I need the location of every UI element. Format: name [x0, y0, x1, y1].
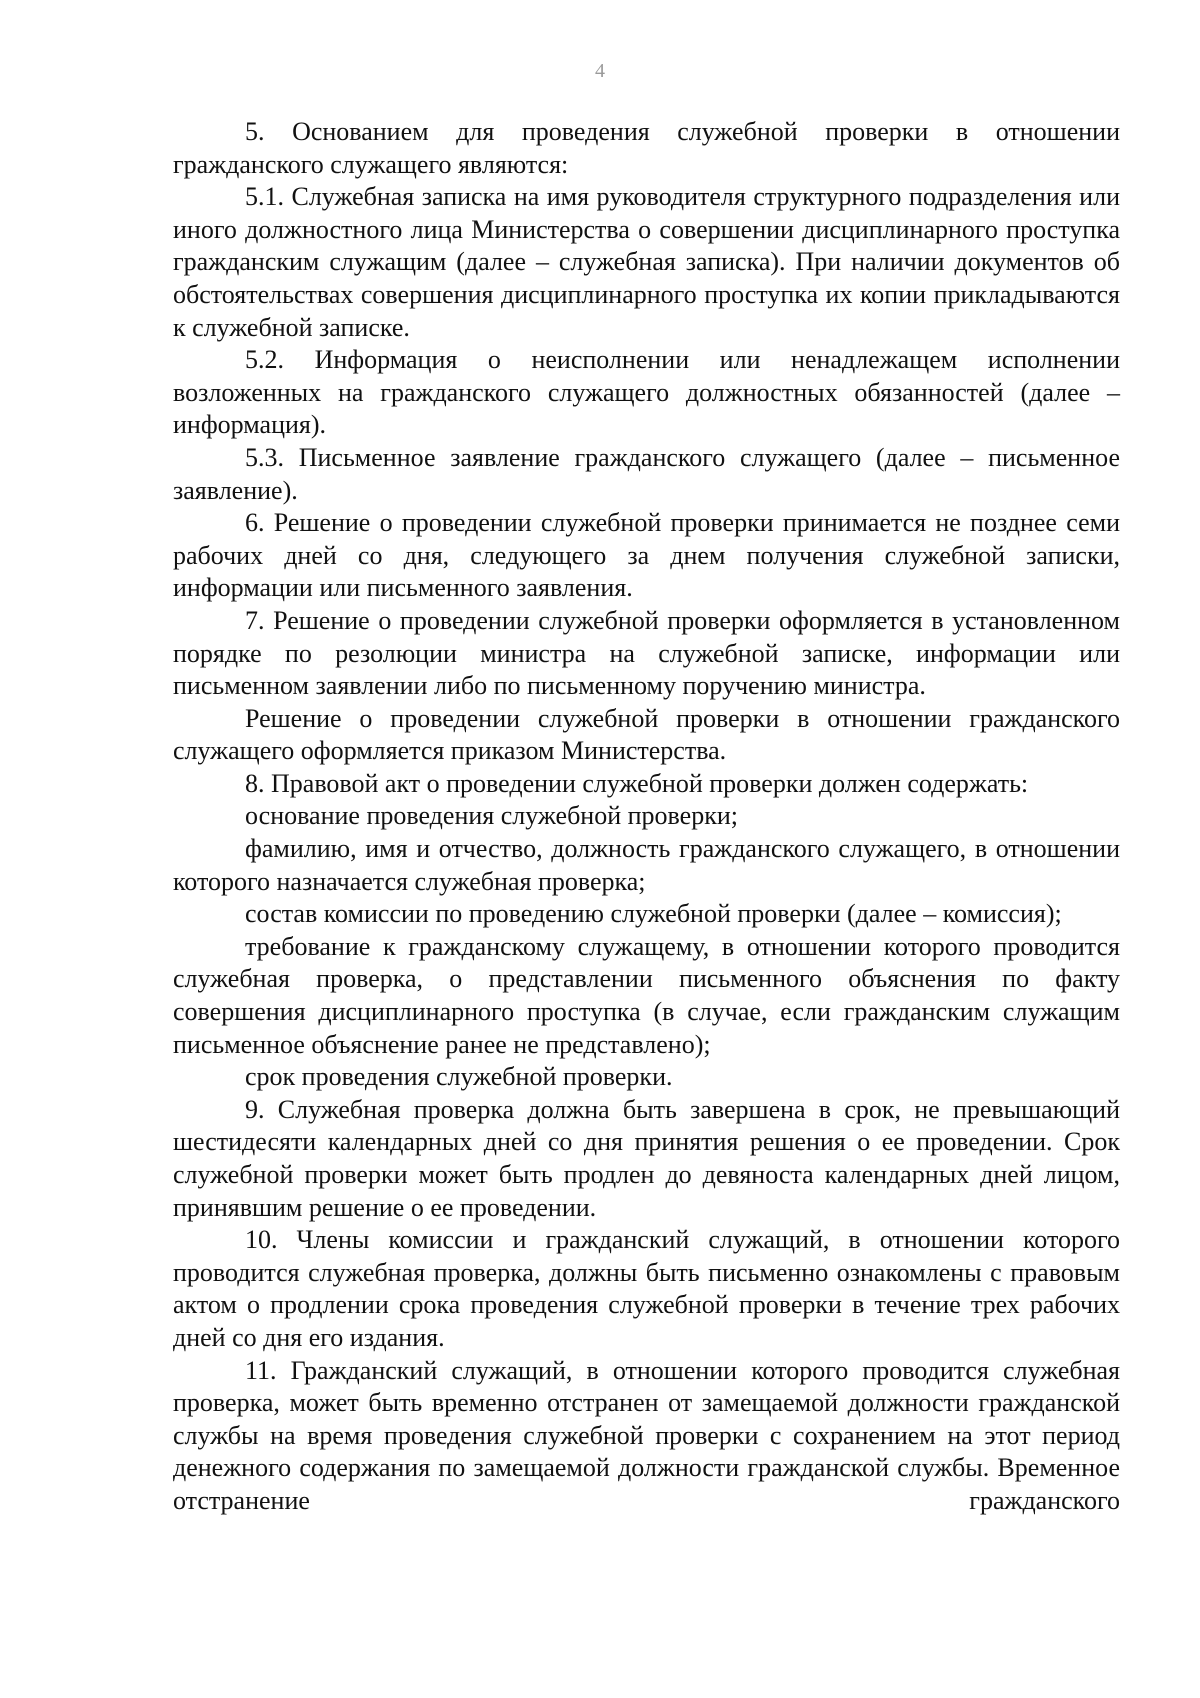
- paragraph-5-3: 5.3. Письменное заявление гражданского служащего (далее – письменное заявление).: [173, 442, 1120, 505]
- paragraph-8-commission: состав комиссии по проведению служебной проверки (далее – комиссия);: [245, 899, 1062, 929]
- paragraph-9: 9. Служебная проверка должна быть завершена в срок, не превышающий шестидесяти календарных дней со дня принятия решения о ее проведении. Срок служебной проверки может быть продлен до девяноста календарных дней лицом, принявшим решение о ее проведении.: [173, 1094, 1120, 1222]
- paragraph-8: 8. Правовой акт о проведении служебной проверки должен содержать:: [245, 768, 1029, 798]
- paragraph-8-basis: основание проведения служебной проверки;: [245, 801, 738, 831]
- paragraph-6: 6. Решение о проведении служебной проверки принимается не позднее семи рабочих дней со дня, следующего за днем получения служебной записки, информации или письменного заявления.: [173, 508, 1120, 603]
- paragraph-8-requirement: требование к гражданскому служащему, в отношении которого проводится служебная проверка, о представлении письменного объяснения по факту совершения дисциплинарного проступка (в случае, если гражданским служащим письменное объяснение ранее не представлено);: [173, 931, 1120, 1059]
- paragraph-10: 10. Члены комиссии и гражданский служащий, в отношении которого проводится служебная проверка, должны быть письменно ознакомлены с правовым актом о продлении срока проведения служебной проверки в течение трех рабочих дней со дня его издания.: [173, 1225, 1120, 1352]
- paragraph-8-term: срок проведения служебной проверки.: [245, 1062, 673, 1092]
- document-body: [173, 116, 1120, 1518]
- paragraph-5: 5. Основанием для проведения служебной проверки в отношении гражданского служащего являются:: [173, 117, 1120, 179]
- page-number: 4: [595, 60, 605, 82]
- paragraph-11: 11. Гражданский служащий, в отношении которого проводится служебная проверка, может быть временно отстранен от замещаемой должности гражданской службы на время проведения служебной проверки с сохранением на этот период денежного содержания по замещаемой должности гражданской службы. Временное отстранение гражданского: [173, 1355, 1120, 1515]
- paragraph-5-1: 5.1. Служебная записка на имя руководителя структурного подразделения или иного должностного лица Министерства о совершении дисциплинарного проступка гражданским служащим (далее – служебная записка). При наличии документов об обстоятельствах совершения дисциплинарного проступка их копии прикладываются к служебной записке.: [173, 182, 1120, 342]
- paragraph-8-name: фамилию, имя и отчество, должность гражданского служащего, в отношении которого назначается служебная проверка;: [173, 834, 1120, 896]
- paragraph-5-2: 5.2. Информация о неисполнении или ненадлежащем исполнении возложенных на гражданского служащего должностных обязанностей (далее – информация).: [173, 345, 1120, 440]
- paragraph-7-order: Решение о проведении служебной проверки в отношении гражданского служащего оформляется приказом Министерства.: [173, 703, 1120, 766]
- paragraph-7: 7. Решение о проведении служебной проверки оформляется в установленном порядке по резолюции министра на служебной записке, информации или письменном заявлении либо по письменному поручению министра.: [173, 605, 1120, 701]
